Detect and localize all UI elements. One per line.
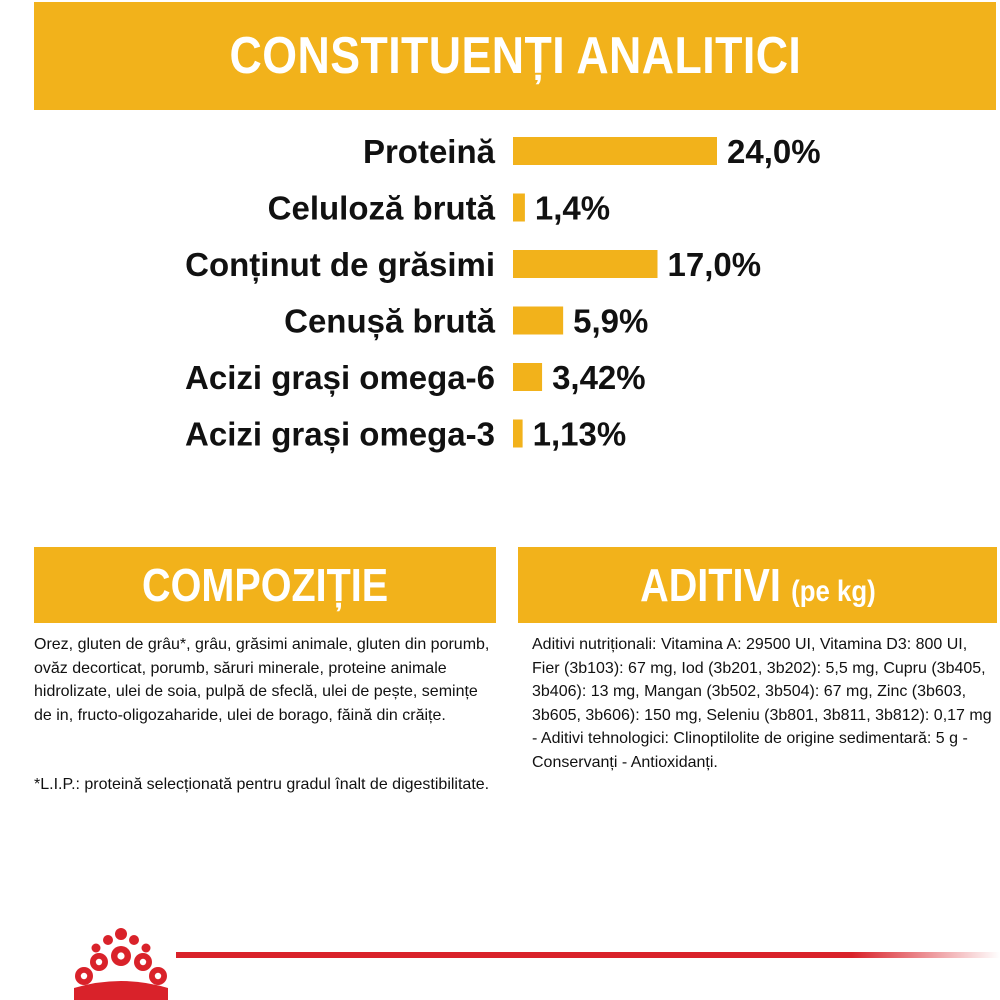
value-label: 1,4% [534,189,611,227]
value-label: 1,13% [532,415,627,453]
value-label: 24,0% [727,133,821,170]
analytic-bar-chart [0,115,1000,475]
category-label: Conținut de grăsimi [185,246,495,283]
composition-note: *L.I.P.: proteină selecționată pentru gradul înalt de digestibilitate. [34,776,490,793]
footer-red-line [176,952,1000,958]
value-label: 17,0% [667,246,762,283]
additives-text: Aditivi nutriționali: Vitamina A: 29500 UI, Vitamina D3: 800 UI, Fier (3b103): 67 mg, Iod (3b201, 3b202): 5,5 mg, Cupru (3b405, 3b406): 13 mg, Mangan (3b502, 3b504): 67 mg, Zinc (3b603, 3b605, 3b606): 150 mg, Seleniu (3b801, 3b811, 3b812): 0,17 mg - Aditivi tehnologici: Clinoptilolite de origine sedimentară: 5 g - Conservanți - Antioxidanți. [532,636,992,771]
bar [513,194,525,222]
additives-banner [518,547,997,623]
bar [513,420,523,448]
additives-title: ADITIVI [639,559,781,611]
category-label: Acizi grași omega-6 [185,359,495,396]
analytic-constituents-banner [34,2,996,110]
bar [513,137,717,165]
composition-text: Orez, gluten de grâu*, grâu, grăsimi animale, gluten din porumb, ovăz decorticat, porumb, săruri minerale, proteine animale hidrolizate, ulei de soia, pulpă de sfeclă, ulei de pește, semințe de in, fructo-oligozaharide, ulei de borago, făină din crăițe. [34,636,490,724]
category-label: Cenușă brută [284,302,495,340]
bar [513,250,658,278]
category-label: Celuloză brută [267,189,495,227]
composition-title: COMPOZIȚIE [141,559,389,611]
bar [513,307,563,335]
category-label: Proteină [362,133,495,170]
composition-banner [34,547,496,623]
bar [513,363,542,391]
value-label: 3,42% [552,359,646,396]
value-label: 5,9% [573,302,649,340]
additives-subtitle: (pe kg) [790,575,876,608]
crown-icon [66,918,176,1000]
category-label: Acizi grași omega-3 [185,415,495,453]
analytic-title: CONSTITUENȚI ANALITICI [229,27,801,85]
